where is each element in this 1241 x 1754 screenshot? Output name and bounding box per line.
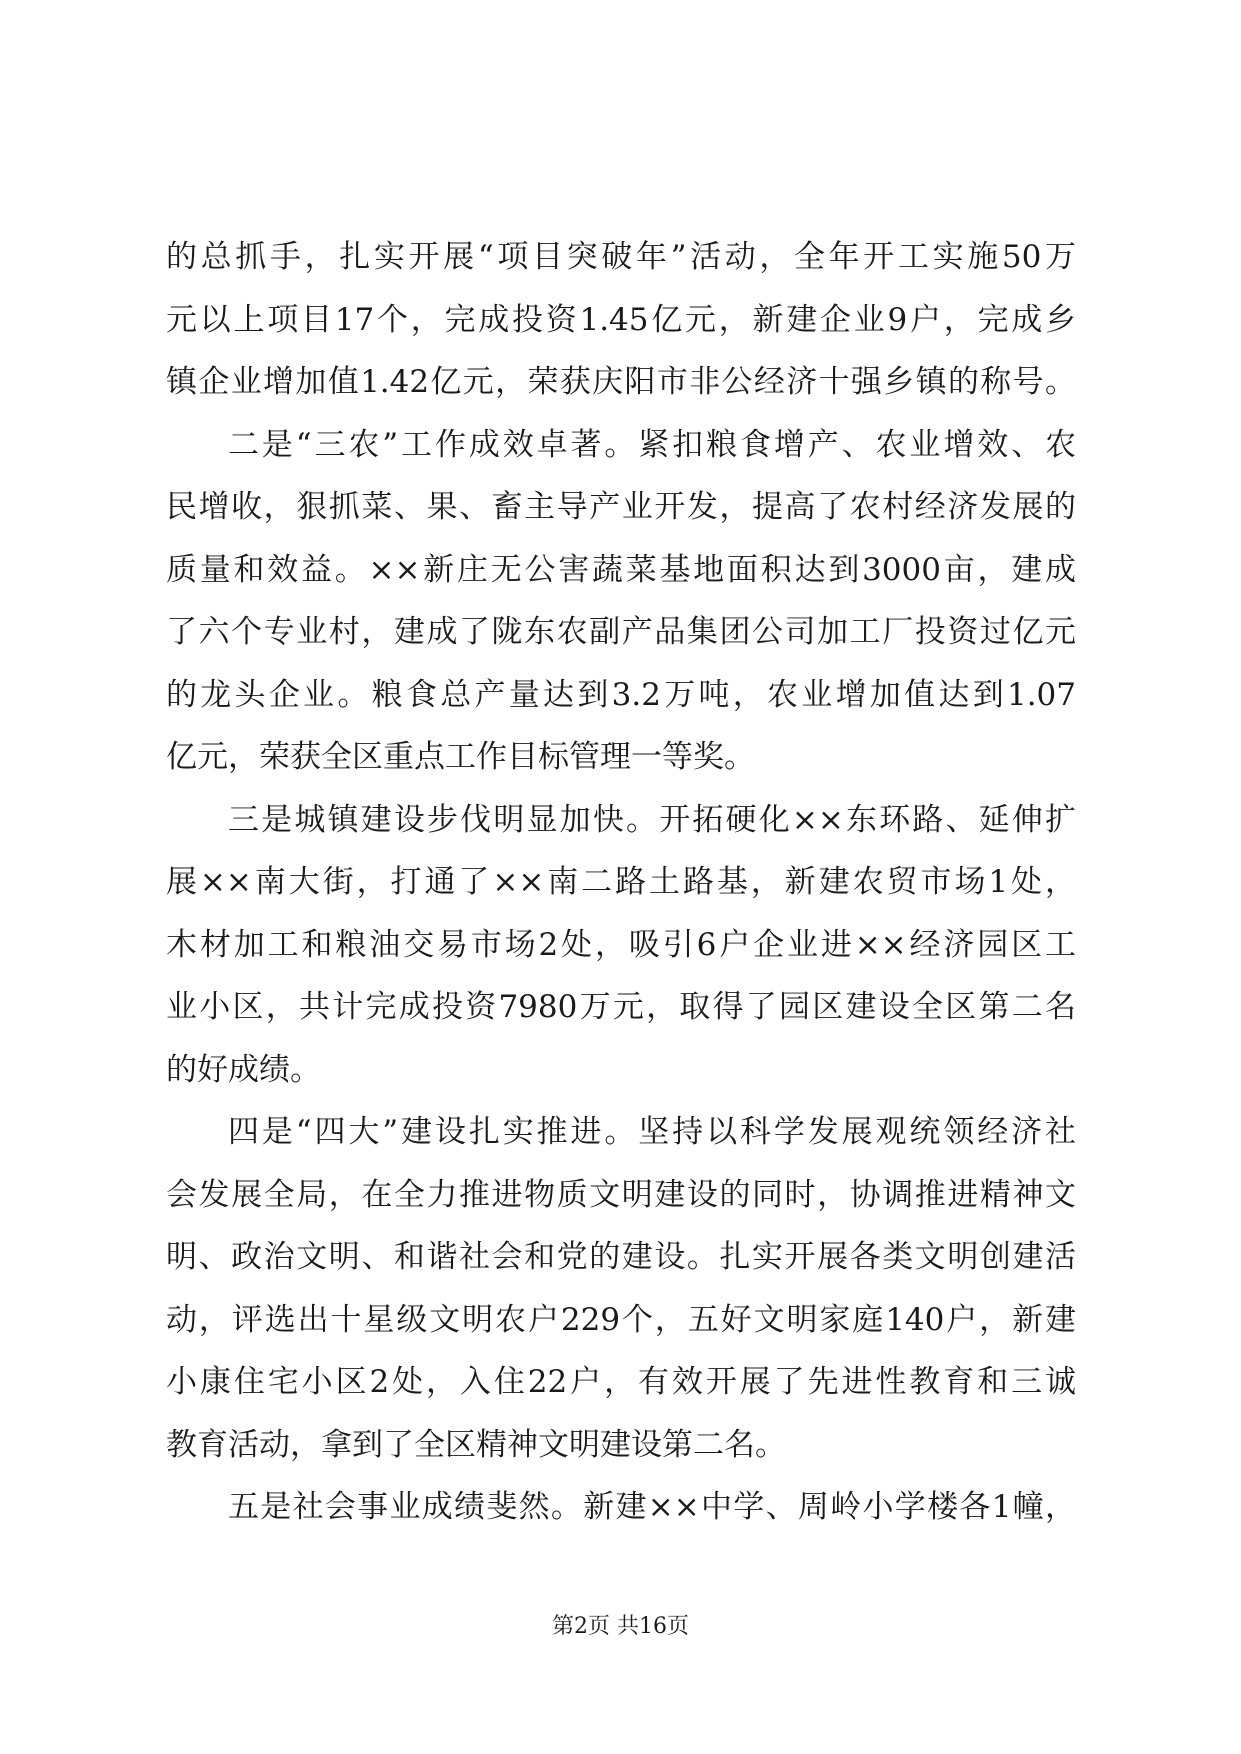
text-line: 木材加工和粮油交易市场2处，吸引6户企业进××经济园区工 xyxy=(166,926,1076,963)
text-line: 的好成绩。 xyxy=(166,1051,321,1088)
text-line: 的总抓手，扎实开展“项目突破年”活动，全年开工实施50万 xyxy=(166,239,1076,275)
paragraph-first-line: 三是城镇建设步伐明显加快。开拓硬化××东环路、延伸扩 xyxy=(228,801,1076,838)
text-line: 质量和效益。××新庄无公害蔬菜基地面积达到3000亩，建成 xyxy=(166,551,1076,588)
text-line: 明、政治文明、和谐社会和党的建设。扎实开展各类文明创建活 xyxy=(166,1239,1076,1275)
text-line: 元以上项目17个，完成投资1.45亿元，新建企业9户，完成乡 xyxy=(166,301,1076,338)
paragraph-first-line: 二是“三农”工作成效卓著。紧扣粮食增产、农业增效、农 xyxy=(228,426,1076,463)
text-line: 小康住宅小区2处，入住22户，有效开展了先进性教育和三诚 xyxy=(166,1364,1076,1400)
text-line: 业小区，共计完成投资7980万元，取得了园区建设全区第二名 xyxy=(166,989,1076,1025)
text-line: 民增收，狠抓菜、果、畜主导产业开发，提高了农村经济发展的 xyxy=(166,489,1076,525)
text-line: 的龙头企业。粮食总产量达到3.2万吨，农业增加值达到1.07 xyxy=(166,676,1076,713)
text-line: 亿元，荣获全区重点工作目标管理一等奖。 xyxy=(166,739,755,775)
paragraph-first-line: 四是“四大”建设扎实推进。坚持以科学发展观统领经济社 xyxy=(228,1114,1076,1150)
text-line: 了六个专业村，建成了陇东农副产品集团公司加工厂投资过亿元 xyxy=(166,614,1076,650)
text-line: 教育活动，拿到了全区精神文明建设第二名。 xyxy=(166,1426,786,1463)
text-line: 会发展全局，在全力推进物质文明建设的同时，协调推进精神文 xyxy=(166,1176,1076,1213)
text-line: 动，评选出十星级文明农户229个，五好文明家庭140户，新建 xyxy=(166,1301,1076,1338)
document-body xyxy=(166,226,1076,1539)
paragraph-first-line: 五是社会事业成绩斐然。新建××中学、周岭小学楼各1幢， xyxy=(228,1489,1076,1525)
text-line: 展××南大街，打通了××南二路土路基，新建农贸市场1处， xyxy=(166,864,1076,900)
page-number-footer: 第2页 共16页 xyxy=(552,1614,689,1639)
text-line: 镇企业增加值1.42亿元，荣获庆阳市非公经济十强乡镇的称号。 xyxy=(166,364,1076,400)
